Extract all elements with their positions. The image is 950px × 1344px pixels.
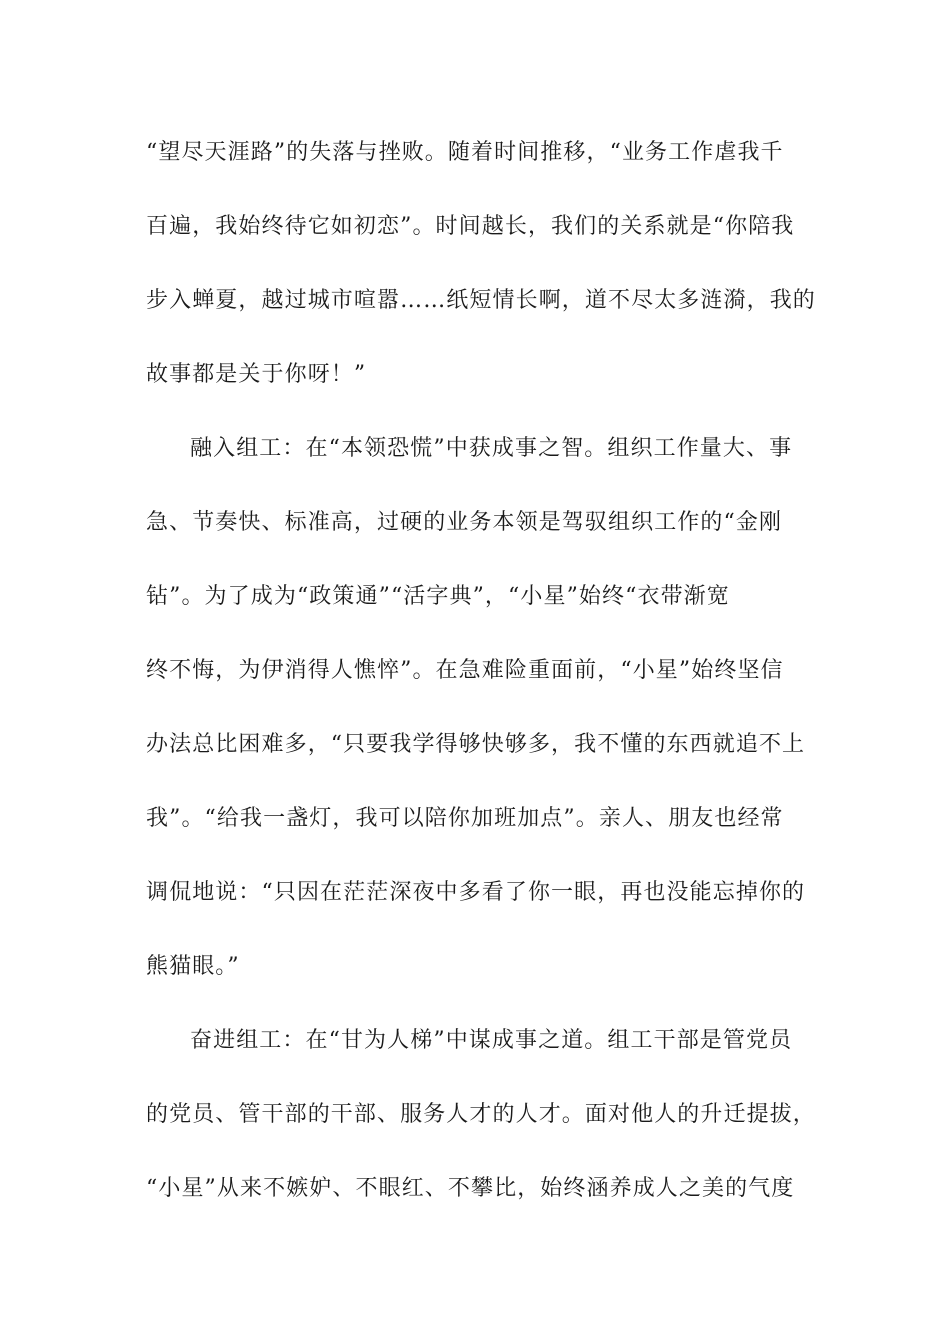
text-line: 的党员、管干部的干部、服务人才的人才。面对他人的升迁提拔，: [146, 1102, 816, 1127]
text-line: 终不悔，为伊消得人憔悴”。在急难险重面前，“小星”始终坚信: [146, 658, 784, 683]
text-line: “望尽天涯路”的失落与挫败。随着时间推移，“业务工作虐我千: [146, 140, 784, 165]
text-line: 故事都是关于你呀！”: [146, 362, 367, 387]
text-line: 急、节奏快、标准高，过硬的业务本领是驾驭组织工作的“金刚: [146, 510, 783, 535]
paragraph-first-line: 融入组工：在“本领恐慌”中获成事之智。组织工作量大、事: [190, 436, 793, 461]
text-line: 钻”。为了成为“政策通”“活字典”，“小星”始终“衣带渐宽: [146, 584, 730, 609]
text-line: 百遍，我始终待它如初恋”。时间越长，我们的关系就是“你陪我: [146, 214, 795, 239]
text-line: 办法总比困难多，“只要我学得够快够多，我不懂的东西就追不上: [146, 732, 806, 757]
text-line: 步入蝉夏，越过城市喧嚣……纸短情长啊，道不尽太多涟漪，我的: [146, 288, 816, 313]
paragraph-first-line: 奋进组工：在“甘为人梯”中谋成事之道。组工干部是管党员: [190, 1028, 793, 1053]
text-line: 调侃地说：“只因在茫茫深夜中多看了你一眼，再也没能忘掉你的: [146, 880, 806, 905]
text-line: “小星”从来不嫉妒、不眼红、不攀比，始终涵养成人之美的气度: [146, 1176, 795, 1201]
text-line: 熊猫眼。”: [146, 954, 240, 979]
text-line: 我”。“给我一盏灯，我可以陪你加班加点”。亲人、朋友也经常: [146, 806, 784, 831]
